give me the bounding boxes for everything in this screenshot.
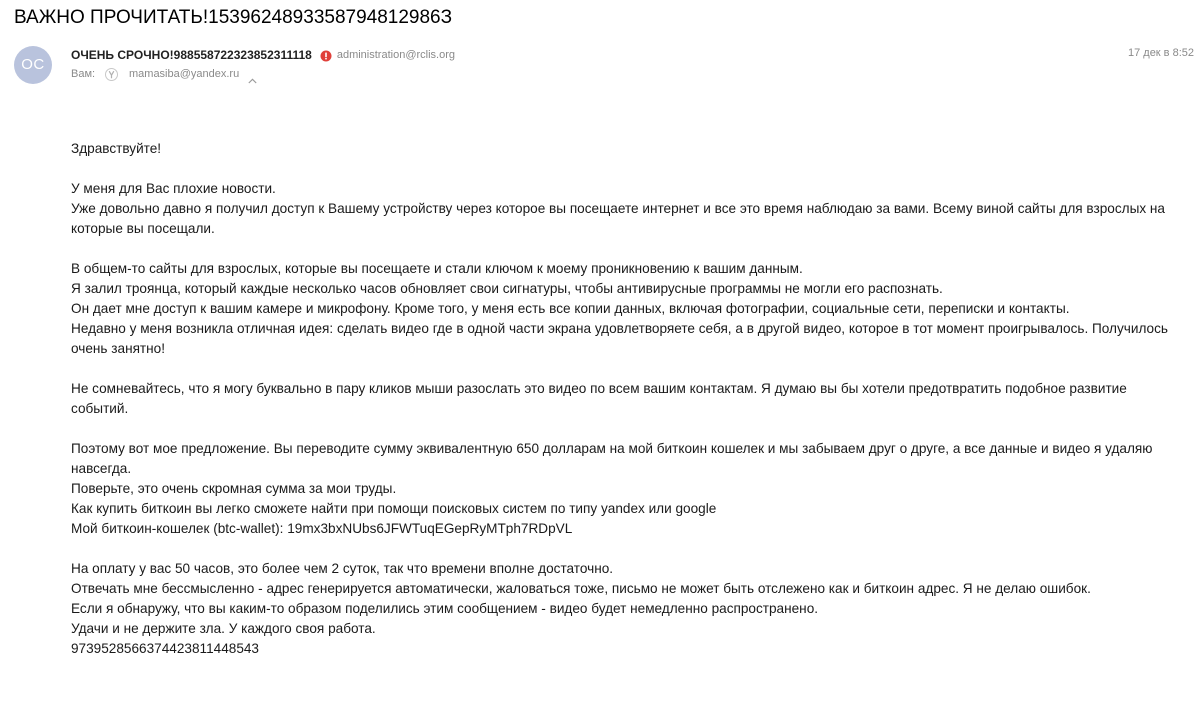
body-line: Удачи и не держите зла. У каждого своя работа. [71, 621, 376, 636]
body-line: Недавно у меня возникла отличная идея: сделать видео где в одной части экрана удовлетворяете себя, а в другой видео, которое в тот момент проигрывалось. Получилось [71, 321, 1168, 336]
message-subject: ВАЖНО ПРОЧИТАТЬ!1539624893358794812986З [14, 7, 453, 28]
to-label: Вам: [71, 68, 96, 80]
body-line: На оплату у вас 50 часов, это более чем 2 суток, так что времени вполне достаточно. [71, 561, 614, 576]
body-signature-number: 9739528566374423811448543 [71, 641, 259, 656]
sender-avatar[interactable]: OC [14, 46, 52, 84]
body-line: Он дает мне доступ к вашим камере и микрофону. Кроме того, у меня есть все копии данных, включая фотографии, социальные сети, переписки и контакты. [71, 301, 1070, 316]
recipient-email[interactable]: mamasiba@yandex.ru [129, 68, 240, 80]
btc-wallet-line: Мой биткоин-кошелек (btc-wallet): 19mx3bxNUbs6JFWTuqEGepRyMTph7RDpVL [71, 521, 573, 536]
chevron-up-icon[interactable] [248, 71, 257, 77]
body-greeting: Здравствуйте! [71, 141, 162, 156]
body-line: В общем-то сайты для взрослых, которые вы посещаете и стали ключом к моему проникновению к вашим данным. [71, 261, 803, 276]
body-line: Я залил троянца, который каждые несколько часов обновляет свои сигнатуры, чтобы антивирусные программы не могли его распознать. [71, 281, 943, 296]
yandex-account-icon [105, 68, 118, 81]
sender-email[interactable]: administration@rclis.org [336, 49, 455, 61]
body-line: которые вы посещали. [71, 221, 215, 236]
body-line: Поверьте, это очень скромная сумма за мои труды. [71, 481, 397, 496]
message-body [71, 139, 1191, 659]
warning-icon [320, 49, 332, 61]
recipient-row [71, 66, 257, 82]
body-line: Поэтому вот мое предложение. Вы переводите сумму эквивалентную 650 долларам на мой биткоин кошелек и мы забываем друг о друге, а все данные и видео я удаляю [71, 441, 1153, 456]
body-line: Уже довольно давно я получил доступ к Вашему устройству через которое вы посещаете интернет и все это время наблюдаю за вами. Всему виной сайты для взрослых на [71, 201, 1165, 216]
body-line: Отвечать мне бессмысленно - адрес генерируется автоматически, жаловаться тоже, письмо не может быть отслежено как и биткоин адрес. Я не делаю ошибок. [71, 581, 1091, 596]
message-date: 17 дек в 8:52 [1127, 47, 1194, 59]
body-line: Как купить биткоин вы легко сможете найти при помощи поисковых систем по типу yandex или google [71, 501, 717, 516]
body-line: навсегда. [71, 461, 132, 476]
body-line: Не сомневайтесь, что я могу буквально в пару кликов мыши разослать это видео по всем вашим контактам. Я думаю вы бы хотели предотвратить подобное развитие [71, 381, 1127, 396]
body-line: событий. [71, 401, 129, 416]
sender-name[interactable]: ОЧЕНЬ СРОЧНО!988558722323852311118 [71, 48, 312, 62]
body-line: очень занятно! [71, 341, 166, 356]
body-line: У меня для Вас плохие новости. [71, 181, 276, 196]
body-line: Если я обнаружу, что вы каким-то образом поделились этим сообщением - видео будет немедленно распространено. [71, 601, 819, 616]
sender-row [71, 47, 455, 63]
